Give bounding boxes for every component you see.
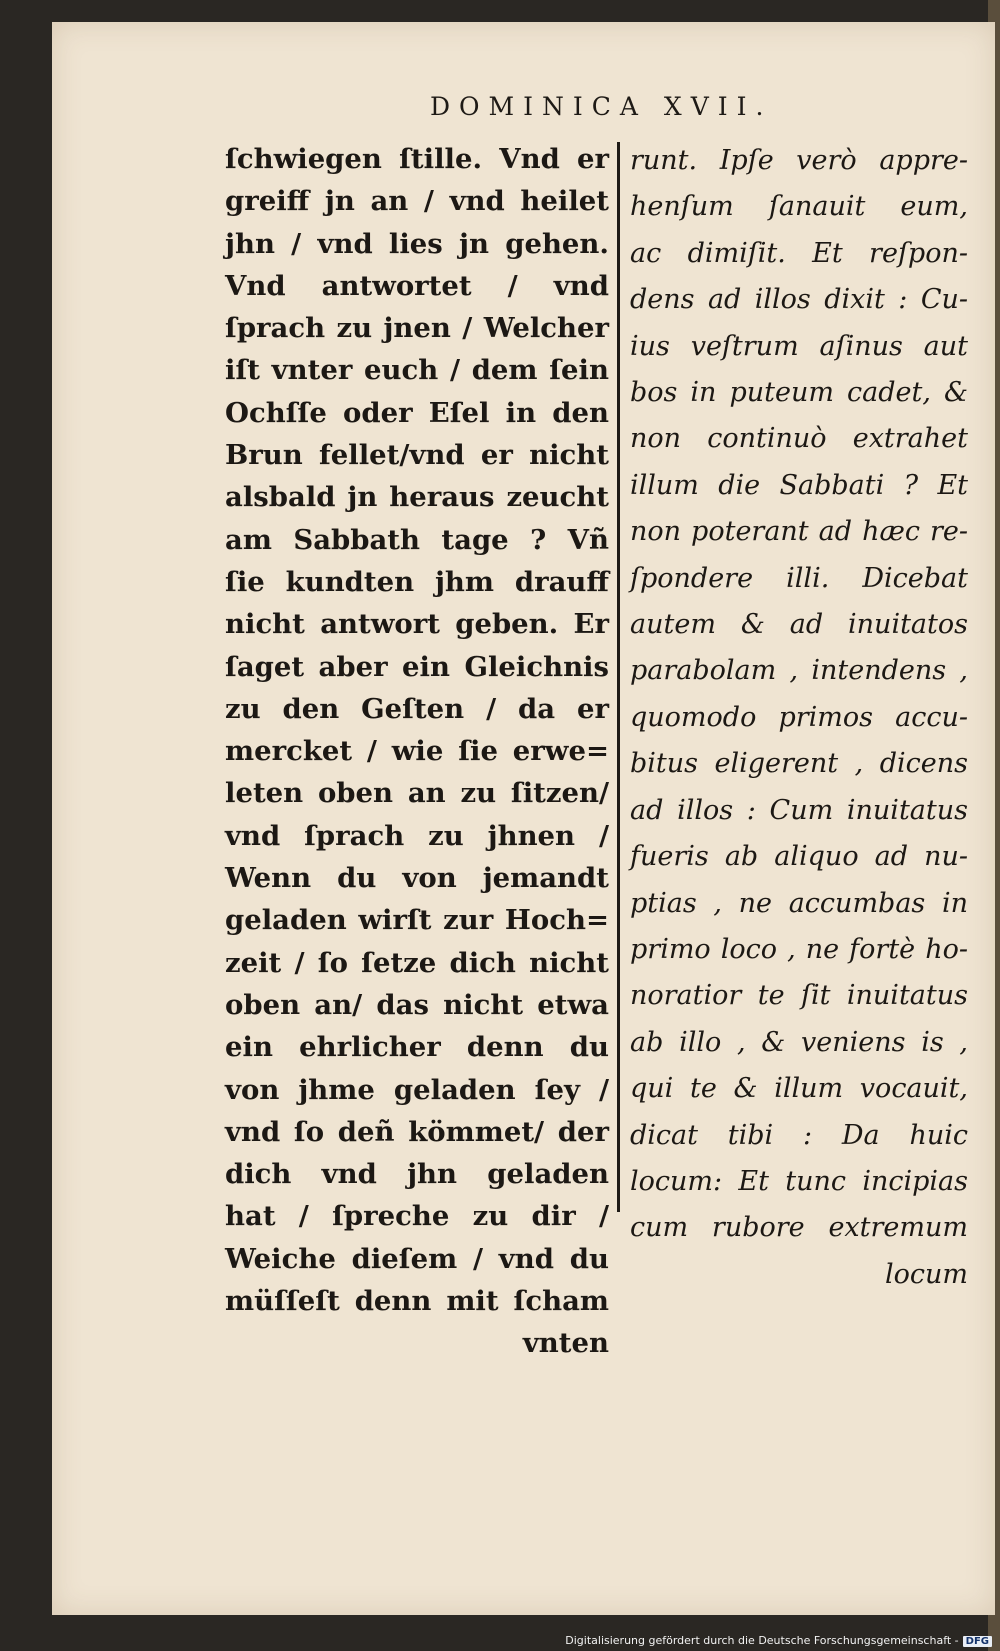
german-text-line: iſt vnter euch / dem ſein xyxy=(225,354,609,387)
german-text-line: nicht antwort geben. Er xyxy=(225,608,609,641)
latin-text-line: locum: Et tunc incipias xyxy=(630,1165,968,1197)
german-text-line: Vnd antwortet / vnd xyxy=(225,269,609,302)
latin-text-line: non continuò extrahet xyxy=(630,423,968,455)
latin-text-line: ab illo , & veniens is , xyxy=(630,1026,968,1058)
latin-text-line: runt. Ipſe verò appre- xyxy=(630,145,968,176)
latin-text-line: bos in puteum cadet, & xyxy=(630,377,968,409)
german-text-line: dich vnd jhn geladen xyxy=(225,1158,609,1191)
german-text-line: ſaget aber ein Gleichnis xyxy=(225,650,609,683)
german-text-line: zu den Geſten / da er xyxy=(225,692,609,725)
digitization-credit xyxy=(565,1634,992,1647)
german-text-line: ein ehrlicher denn du xyxy=(225,1031,609,1064)
german-text-line: vnten xyxy=(522,1327,609,1360)
german-text-line: leten oben an zu ſitzen/ xyxy=(225,777,609,810)
latin-text-line: illum die Sabbati ? Et xyxy=(630,469,968,501)
german-text-line: Brun fellet/vnd er nicht xyxy=(225,439,609,472)
german-text-line: alsbald jn heraus zeucht xyxy=(225,481,609,514)
german-text-line: hat / ſpreche zu dir / xyxy=(225,1200,609,1233)
latin-text-line: autem & ad inuitatos xyxy=(630,609,968,641)
german-text-line: ſprach zu jnen / Welcher xyxy=(225,312,609,345)
latin-text-line: fueris ab aliquo ad nu- xyxy=(630,841,968,873)
latin-text-line: dens ad illos dixit : Cu- xyxy=(630,284,968,316)
german-text-line: Wenn du von jemandt xyxy=(225,862,609,895)
latin-text-line: ac dimiſit. Et reſpon- xyxy=(630,237,968,269)
latin-text-line: qui te & illum vocauit, xyxy=(630,1073,968,1105)
latin-text-line: non poterant ad hæc re- xyxy=(630,516,968,548)
latin-text-line: locum xyxy=(884,1258,968,1290)
latin-text-line: ad illos : Cum inuitatus xyxy=(630,794,968,826)
latin-text-column xyxy=(630,138,968,1298)
latin-text-line: noratior te ſit inuitatus xyxy=(630,980,968,1012)
german-text-line: greiff jn an / vnd heilet xyxy=(225,185,609,218)
latin-text-line: ius veſtrum aſinus aut xyxy=(630,330,968,362)
latin-text-line: primo loco , ne fortè ho- xyxy=(630,933,968,965)
german-text-line: ſie kundten jhm drauff xyxy=(225,565,609,598)
latin-text-line: parabolam , intendens , xyxy=(630,655,968,687)
running-head: DOMINICA XVII. xyxy=(430,92,773,121)
credit-text: Digitalisierung gefördert durch die Deutsche Forschungsgemeinschaft - xyxy=(565,1634,959,1647)
german-text-line: jhn / vnd lies jn gehen. xyxy=(225,227,609,260)
latin-text-line: quomodo primos accu- xyxy=(630,701,968,733)
german-text-line: vnd ſprach zu jhnen / xyxy=(225,819,609,852)
german-text-line: oben an/ das nicht etwa xyxy=(225,988,609,1021)
german-text-line: ſchwiegen ſtille. Vnd er xyxy=(225,143,609,175)
german-text-line: Weiche dieſem / vnd du xyxy=(225,1242,609,1275)
latin-text-line: ſpondere illi. Dicebat xyxy=(630,562,968,594)
german-text-line: geladen wirſt zur Hoch= xyxy=(225,904,609,937)
german-text-line: am Sabbath tage ? Vñ xyxy=(225,523,609,556)
german-text-line: müſſeſt denn mit ſcham xyxy=(225,1285,609,1318)
german-text-line: von jhme geladen ſey / xyxy=(225,1073,609,1106)
german-text-line: zeit / ſo ſetze dich nicht xyxy=(225,946,609,979)
latin-text-line: henſum ſanauit eum, xyxy=(630,191,968,223)
latin-text-line: cum rubore extremum xyxy=(630,1212,968,1244)
latin-text-line: dicat tibi : Da huic xyxy=(630,1119,968,1151)
german-text-line: Ochſſe oder Eſel in den xyxy=(225,396,609,429)
german-text-column xyxy=(225,138,609,1365)
german-text-line: vnd ſo deñ kömmet/ der xyxy=(225,1115,609,1148)
german-text-line: mercket / wie ſie erwe= xyxy=(225,735,609,768)
latin-text-line: bitus eligerent , dicens xyxy=(630,748,968,780)
column-divider-rule xyxy=(617,142,620,1212)
dfg-logo: DFG xyxy=(963,1636,992,1647)
latin-text-line: ptias , ne accumbas in xyxy=(630,887,968,919)
